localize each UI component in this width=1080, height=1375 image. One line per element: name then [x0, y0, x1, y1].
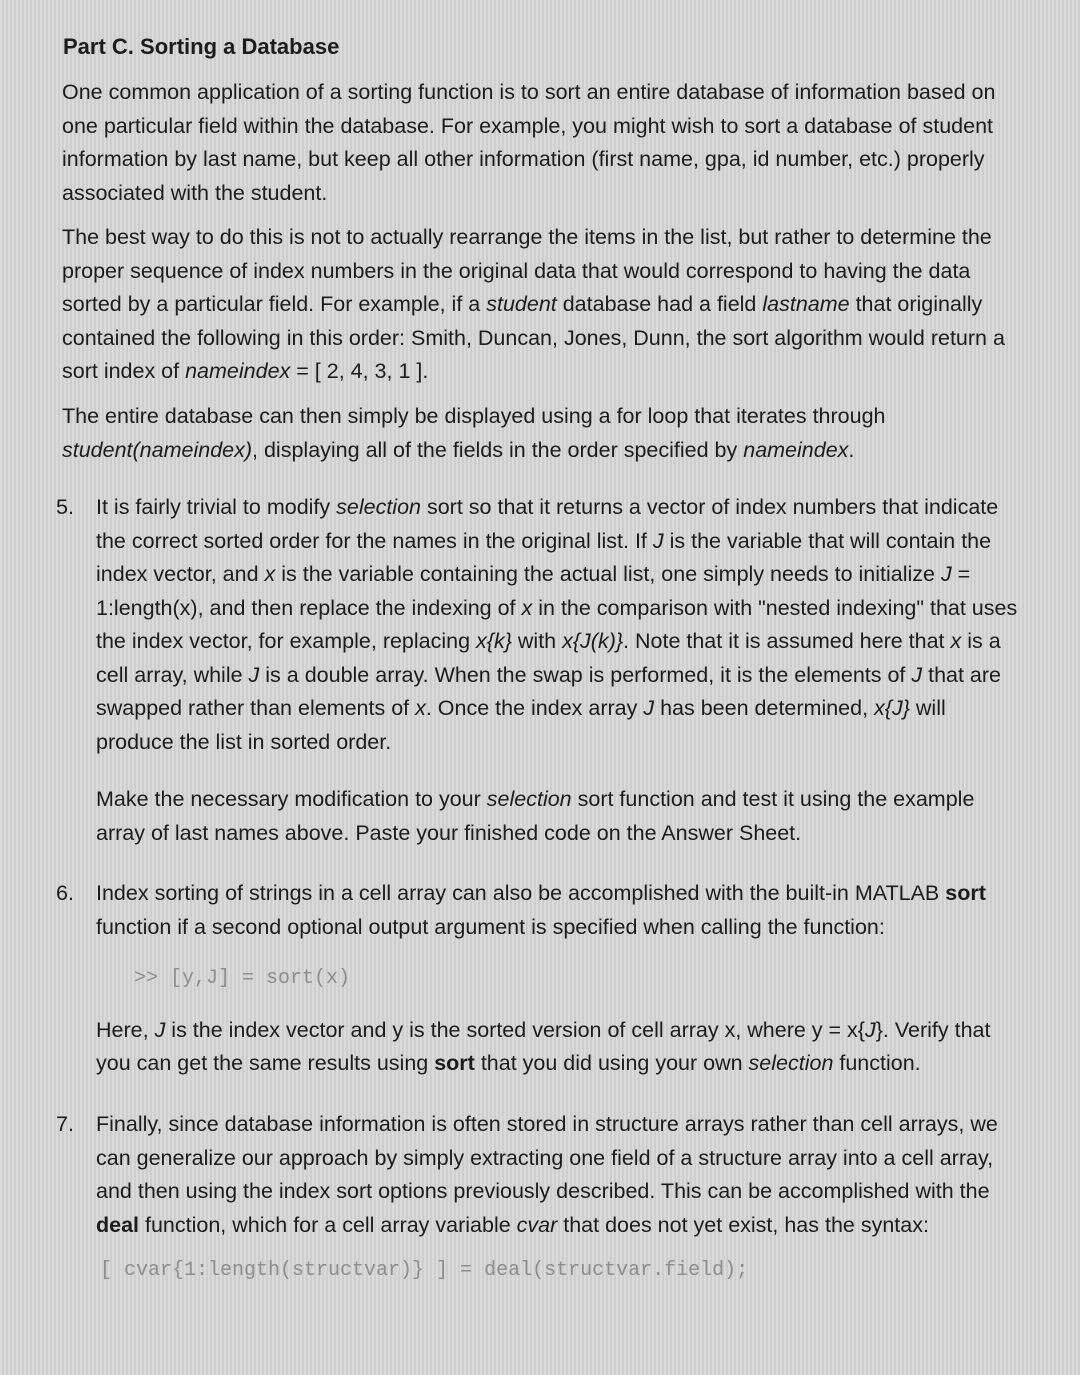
display-paragraph: The entire database can then simply be displayed using a for loop that iterates through student(nameindex), displaying all of the fields in the order specified by nameindex. [62, 404, 886, 462]
item-7-paragraph-1: Finally, since database information is often stored in structure arrays rather than cell arrays, we can generalize our approach by simply extracting one field of a structure array into a cell array, and then using the index sort options previously described. This can be accomplished with the deal function, which for a cell array variable cvar that does not yet exist, has the syntax: [96, 1112, 998, 1237]
item-number: 6. [56, 881, 74, 905]
intro-paragraph: One common application of a sorting function is to sort an entire database of information based on one particular field within the database. For example, you might wish to sort a database of student information by last name, but keep all other information (first name, gpa, id number, etc.) properly associated with the student. [62, 80, 996, 205]
section-heading: Part C. Sorting a Database [63, 34, 340, 59]
item-6-paragraph-2: Here, J is the index vector and y is the sorted version of cell array x, where y = x{J}. Verify that you can get the same results using sort that you did using your own selection function. [96, 1017, 991, 1075]
item-6-paragraph-1: Index sorting of strings in a cell array can also be accomplished with the built-in MATLAB sort function if a second optional output argument is specified when calling the function: [96, 881, 986, 939]
code-sort-example: >> [y,J] = sort(x) [134, 967, 351, 990]
index-paragraph: The best way to do this is not to actually rearrange the items in the list, but rather to determine the proper sequence of index numbers in the original data that would correspond to having the data sorted by a particular field. For example, if a student database had a field lastname that originally contained the following in this order: Smith, Duncan, Jones, Dunn, the sort algorithm would return a sort index of nameindex = [ 2, 4, 3, 1 ]. [62, 225, 1005, 383]
item-5-paragraph-1: It is fairly trivial to modify selection sort so that it returns a vector of index numbers that indicate the correct sorted order for the names in the original list. If J is the variable that will contain the index vector, and x is the variable containing the actual list, one simply needs to initialize J = 1:length(x), and then replace the indexing of x in the comparison with "nested indexing" that uses the index vector, for example, replacing x{k} with x{J(k)}. Note that it is assumed here that x is a cell array, while J is a double array. When the swap is performed, it is the elements of J that are swapped rather than elements of x. Once the index array J has been determined, x{J} will produce the list in sorted order. [96, 495, 1018, 754]
code-deal-syntax: [ cvar{1:length(structvar)} ] = deal(structvar.field); [100, 1259, 749, 1282]
item-number: 7. [56, 1112, 74, 1136]
item-number: 5. [56, 495, 74, 519]
item-5-paragraph-2: Make the necessary modification to your selection sort function and test it using the example array of last names above. Paste your finished code on the Answer Sheet. [96, 787, 975, 845]
